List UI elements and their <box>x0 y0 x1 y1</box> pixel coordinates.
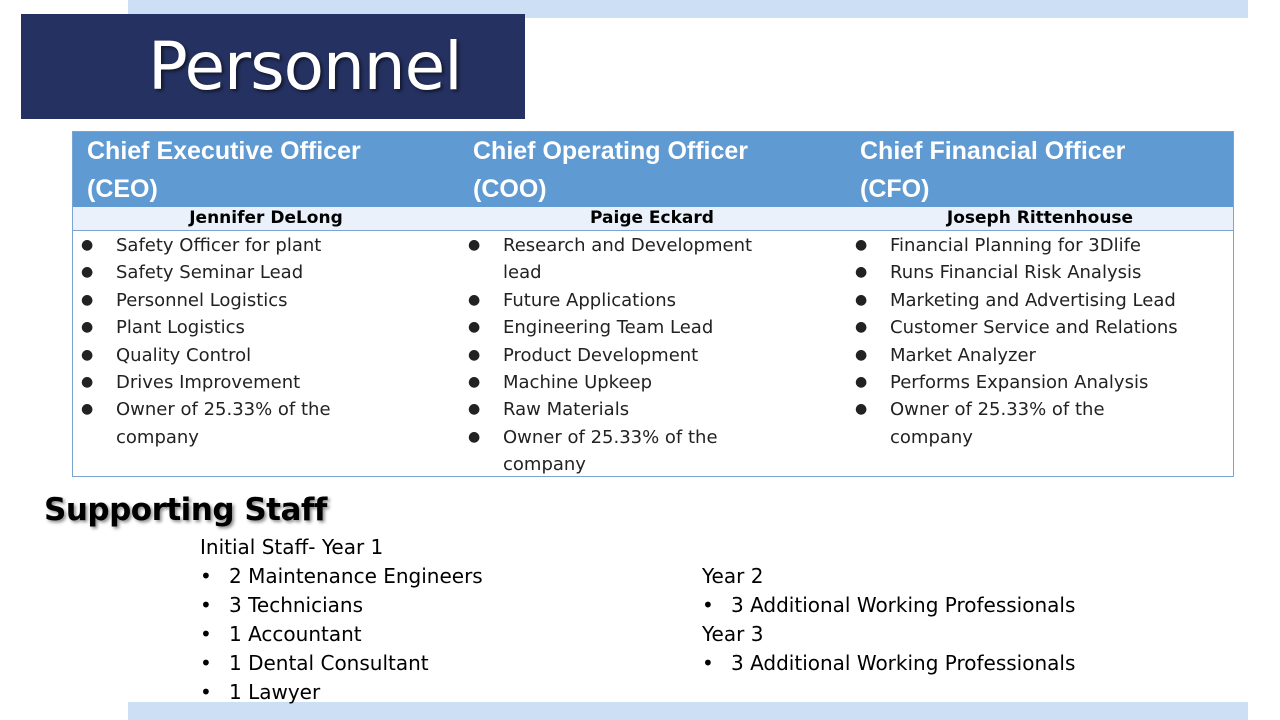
bullet-icon: ● <box>81 401 94 418</box>
table-header-row <box>73 132 1233 207</box>
staff-item-text: 1 Accountant <box>229 622 362 646</box>
list-item <box>460 396 846 423</box>
list-item <box>73 396 459 423</box>
initial-staff-block <box>200 533 483 707</box>
header-ceo-line2: (CEO) <box>87 175 158 203</box>
list-item-continuation <box>460 259 846 286</box>
staff-item-text: 1 Dental Consultant <box>229 651 429 675</box>
list-item <box>73 369 459 396</box>
list-item <box>702 649 1075 678</box>
list-item <box>460 342 846 369</box>
duty-text: Owner of 25.33% of the <box>503 426 718 448</box>
duty-text: Financial Planning for 3Dlife <box>890 235 1141 256</box>
bullet-icon: ● <box>855 401 868 418</box>
bullet-icon: ● <box>468 319 481 336</box>
bullet-icon: • <box>200 651 212 675</box>
duty-text: Runs Financial Risk Analysis <box>890 262 1142 284</box>
duty-text: Performs Expansion Analysis <box>890 372 1149 394</box>
bullet-icon: ● <box>855 319 868 336</box>
list-item-continuation <box>847 424 1233 451</box>
bullet-icon: ● <box>81 346 94 363</box>
list-item <box>460 369 846 396</box>
bullet-icon: ● <box>855 346 868 363</box>
bullet-icon: ● <box>81 264 94 281</box>
duty-text: Machine Upkeep <box>503 372 653 394</box>
bullet-icon: ● <box>855 374 868 391</box>
list-item <box>73 232 459 259</box>
list-item <box>847 396 1233 423</box>
duty-text: Customer Service and Relations <box>890 317 1178 339</box>
bullet-icon: ● <box>81 237 94 253</box>
header-coo-line1: Chief Operating Officer <box>473 137 749 165</box>
year2-heading: Year 2 <box>702 564 764 588</box>
bullet-icon: ● <box>468 346 481 363</box>
supporting-staff-heading: Supporting Staff <box>44 492 327 528</box>
list-item <box>847 232 1233 259</box>
duty-text: Future Applications <box>503 289 676 311</box>
duty-text: Raw Materials <box>503 399 630 421</box>
bullet-icon: • <box>702 593 714 617</box>
list-item <box>847 287 1233 314</box>
staff-item-text: 3 Technicians <box>229 593 364 617</box>
list-item <box>73 259 459 286</box>
bullet-icon: ● <box>468 401 481 418</box>
bullet-icon: ● <box>855 264 868 281</box>
header-coo <box>473 132 845 208</box>
duty-text: Safety Officer for plant <box>116 235 322 256</box>
duty-text: Market Analyzer <box>890 344 1036 366</box>
duty-text: Safety Seminar Lead <box>116 262 304 284</box>
list-item <box>460 287 846 314</box>
list-item <box>702 591 1075 620</box>
duty-text: Quality Control <box>116 344 252 366</box>
bullet-icon: ● <box>81 374 94 391</box>
name-ceo: Jennifer DeLong <box>189 208 343 228</box>
duty-text: Owner of 25.33% of the <box>116 399 331 421</box>
bullet-icon: • <box>200 593 212 617</box>
names-row <box>73 207 1233 231</box>
bullet-icon: • <box>200 564 212 588</box>
list-item-continuation <box>460 451 846 478</box>
slide-title: Personnel <box>148 28 462 105</box>
bullet-icon: • <box>702 651 714 675</box>
officers-table <box>72 131 1234 477</box>
duty-text: Marketing and Advertising Lead <box>890 289 1176 311</box>
ceo-duties-list <box>73 232 459 451</box>
duty-text: Plant Logistics <box>116 317 245 339</box>
duty-text: Drives Improvement <box>116 372 301 394</box>
duty-text: Owner of 25.33% of the <box>890 399 1105 421</box>
duty-text: company <box>116 426 199 448</box>
list-item <box>200 591 483 620</box>
list-item <box>200 562 483 591</box>
header-cfo <box>860 132 1232 208</box>
year3-heading: Year 3 <box>702 622 764 646</box>
coo-duties-list <box>460 232 846 479</box>
list-item <box>200 620 483 649</box>
header-cfo-line2: (CFO) <box>860 175 930 203</box>
list-item <box>73 287 459 314</box>
list-item <box>200 678 483 707</box>
bullet-icon: ● <box>855 291 868 308</box>
name-cfo: Joseph Rittenhouse <box>946 208 1134 228</box>
header-ceo <box>87 132 459 208</box>
bullet-icon: ● <box>81 291 94 308</box>
initial-staff-heading: Initial Staff- Year 1 <box>200 535 384 559</box>
name-coo: Paige Eckard <box>590 208 714 228</box>
list-item <box>460 314 846 341</box>
list-item <box>847 342 1233 369</box>
staff-item-text: 3 Additional Working Professionals <box>731 593 1076 617</box>
duty-text: lead <box>503 262 542 284</box>
staff-item-text: 1 Lawyer <box>229 680 321 704</box>
list-item <box>460 232 846 259</box>
list-item <box>847 369 1233 396</box>
bullet-icon: ● <box>468 428 481 445</box>
bullet-icon: ● <box>81 319 94 336</box>
duty-text: company <box>503 454 586 476</box>
header-coo-line2: (COO) <box>473 175 547 203</box>
list-item <box>73 342 459 369</box>
list-item <box>460 424 846 451</box>
list-item <box>847 314 1233 341</box>
header-ceo-line1: Chief Executive Officer <box>87 137 361 165</box>
staff-item-text: 3 Additional Working Professionals <box>731 651 1076 675</box>
bullet-icon: • <box>200 622 212 646</box>
bullet-icon: ● <box>468 291 481 308</box>
bullet-icon: ● <box>468 237 481 253</box>
duty-text: Research and Development <box>503 235 753 256</box>
cfo-duties-list <box>847 232 1233 451</box>
later-years-block <box>702 562 1075 678</box>
duty-text: Personnel Logistics <box>116 289 288 311</box>
bullet-icon: ● <box>468 374 481 391</box>
staff-item-text: 2 Maintenance Engineers <box>229 564 483 588</box>
bullet-icon: • <box>200 680 212 704</box>
bullet-icon: ● <box>855 237 868 253</box>
duty-text: Engineering Team Lead <box>503 317 714 339</box>
duty-text: company <box>890 426 973 448</box>
duty-text: Product Development <box>503 344 699 366</box>
list-item <box>73 314 459 341</box>
list-item <box>847 259 1233 286</box>
list-item <box>200 649 483 678</box>
header-cfo-line1: Chief Financial Officer <box>860 137 1126 165</box>
list-item-continuation <box>73 424 459 451</box>
